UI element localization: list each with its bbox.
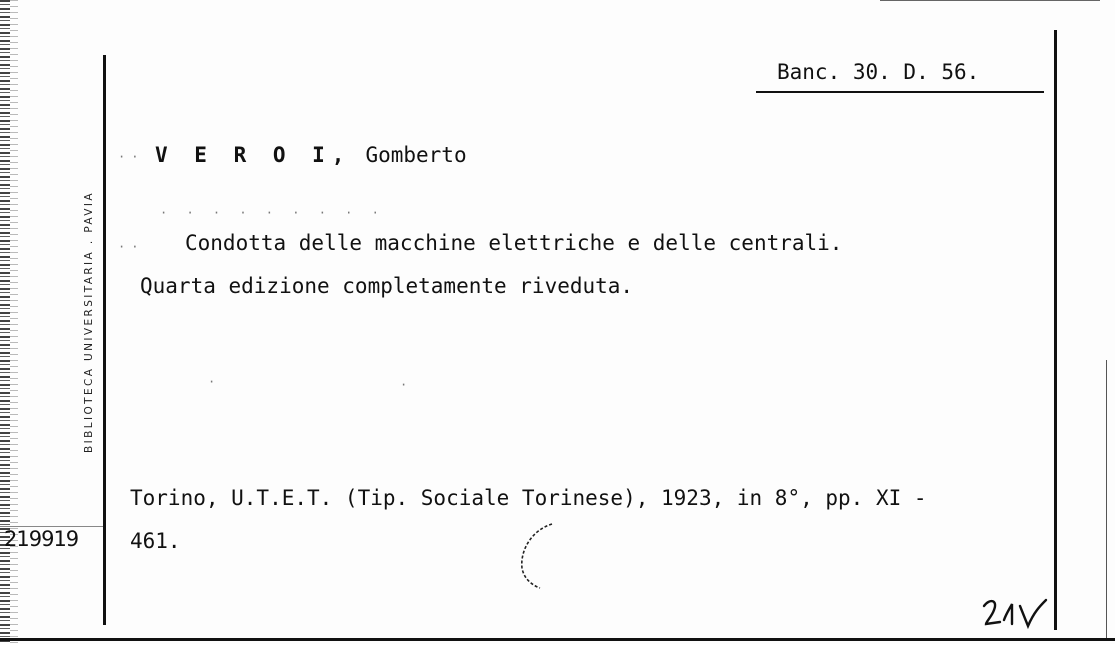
scan-edge-left-inner: [10, 0, 18, 670]
leader-dots: ··: [118, 150, 145, 164]
pagination: 461.: [130, 529, 181, 553]
top-right-edge: [880, 0, 1100, 1]
author-heading: [155, 143, 467, 167]
shelfmark: Banc. 30. D. 56.: [777, 60, 980, 84]
scan-bottom-margin: [0, 644, 1115, 670]
title: Condotta delle macchine elettriche e delle centrali.: [185, 231, 843, 255]
inventory-number: 219919: [4, 527, 79, 551]
imprint: Torino, U.T.E.T. (Tip. Sociale Torinese), 1923, in 8°, pp. XI -: [130, 486, 927, 510]
author-surname: V E R O I,: [155, 143, 352, 167]
bottom-border-rule: [0, 638, 1115, 641]
far-right-edge: [1106, 360, 1107, 640]
stray-dot: ·: [208, 375, 222, 389]
shelfmark-underline: [756, 91, 1044, 93]
leader-dots: · · · · · · · · ·: [160, 206, 385, 220]
left-margin-rule: [103, 55, 106, 625]
edition-statement: Quarta edizione completamente riveduta.: [140, 274, 634, 298]
right-border-rule: [1054, 30, 1057, 630]
leader-dots: ··: [118, 240, 145, 254]
pencil-bracket-mark: [512, 520, 562, 590]
library-stamp: BIBLIOTECA UNIVERSITARIA . PAVIA: [83, 191, 95, 453]
handwritten-mark: [980, 592, 1050, 632]
scan-edge-left: [0, 0, 10, 670]
author-given-name: Gomberto: [365, 143, 467, 167]
stray-dot: ·: [400, 378, 414, 392]
